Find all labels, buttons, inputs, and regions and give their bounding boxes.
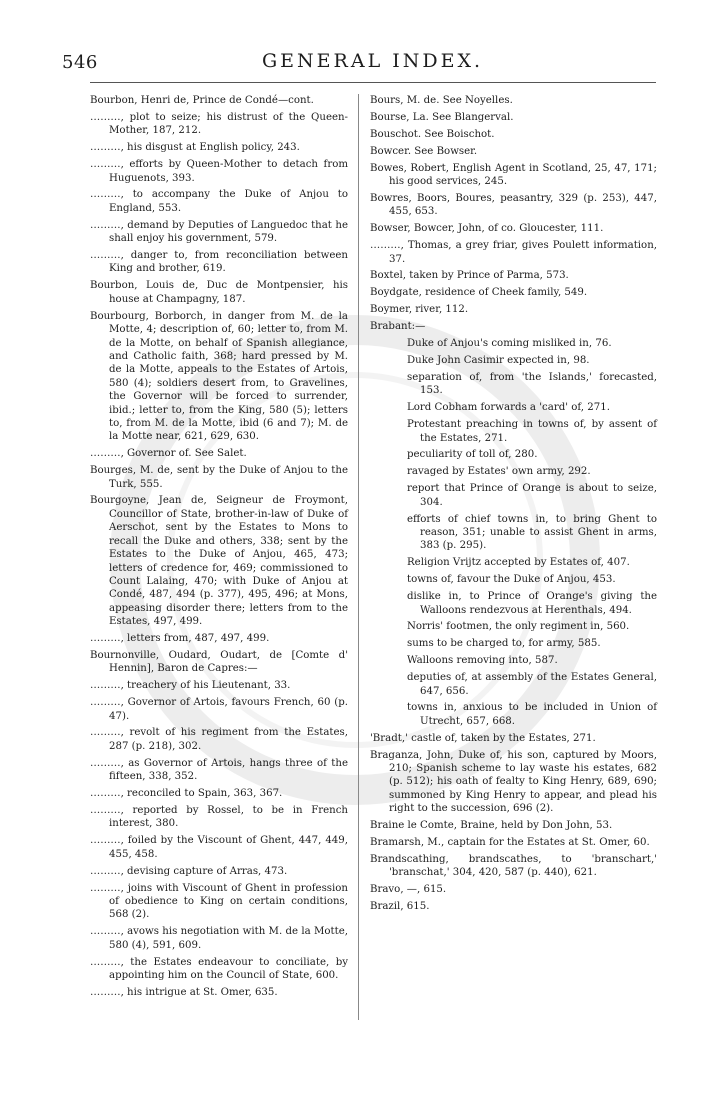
right-column bbox=[370, 94, 657, 917]
index-subentry: Walloons removing into, 587. bbox=[407, 655, 558, 667]
index-entry: ………, reported by Rossel, to be in French interest, 380. bbox=[90, 805, 348, 830]
index-subentry: separation of, from 'the Islands,' forecasted, 153. bbox=[407, 371, 657, 397]
index-entry: ………, Governor of. See Salet. bbox=[90, 448, 247, 460]
index-entry: ………, devising capture of Arras, 473. bbox=[90, 865, 288, 877]
index-entry: Brazil, 615. bbox=[370, 901, 430, 913]
index-entry: Bourbon, Louis de, Duc de Montpensier, his house at Champagny, 187. bbox=[90, 280, 348, 305]
index-entry: ………, the Estates endeavour to conciliate, by appointing him on the Council of State, 600. bbox=[90, 956, 348, 981]
index-subentry: ravaged by Estates' own army, 292. bbox=[407, 466, 591, 478]
index-subentry: Religion Vrijtz accepted by Estates of, 407. bbox=[407, 557, 630, 569]
index-entry: Bowser, Bowcer, John, of co. Gloucester, 111. bbox=[370, 223, 604, 235]
index-entry: Boymer, river, 112. bbox=[370, 304, 469, 316]
index-entry: ………, demand by Deputies of Languedoc that he shall enjoy his government, 579. bbox=[90, 219, 348, 245]
index-subentry: Duke John Casimir expected in, 98. bbox=[407, 355, 590, 366]
index-entry: ………, Thomas, a grey friar, gives Poulett information, 37. bbox=[370, 240, 657, 265]
index-entry: Bourbon, Henri de, Prince de Condé—cont. bbox=[90, 95, 314, 106]
index-subentry: report that Prince of Orange is about to seize, 304. bbox=[407, 483, 657, 508]
header-rule bbox=[90, 82, 656, 83]
index-entry: ………, efforts by Queen-Mother to detach from Huguenots, 393. bbox=[90, 159, 348, 184]
index-entry: ………, revolt of his regiment from the Estates, 287 (p. 218), 302. bbox=[90, 727, 348, 752]
index-entry: ………, danger to, from reconciliation between King and brother, 619. bbox=[90, 250, 348, 275]
column-divider bbox=[358, 94, 359, 1020]
index-subentry: Protestant preaching in towns of, by assent of the Estates, 271. bbox=[407, 419, 657, 444]
running-title: GENERAL INDEX. bbox=[262, 50, 484, 72]
index-entry: ………, letters from, 487, 497, 499. bbox=[90, 633, 270, 645]
index-subentry: Lord Cobham forwards a 'card' of, 271. bbox=[407, 402, 610, 414]
index-subentry: Duke of Anjou's coming misliked in, 76. bbox=[407, 338, 612, 350]
index-entry: ………, to accompany the Duke of Anjou to England, 553. bbox=[90, 189, 348, 214]
index-entry: 'Bradt,' castle of, taken by the Estates, 271. bbox=[370, 732, 596, 744]
index-entry: Bowes, Robert, English Agent in Scotland, 25, 47, 171; his good services, 245. bbox=[370, 162, 657, 188]
index-entry: Bowcer. See Bowser. bbox=[370, 145, 478, 157]
index-subentry: sums to be charged to, for army, 585. bbox=[407, 638, 601, 650]
index-entry: Bouschot. See Boischot. bbox=[370, 128, 495, 140]
index-subentry: towns in, anxious to be included in Union of Utrecht, 657, 668. bbox=[407, 702, 657, 727]
index-entry: ………, his disgust at English policy, 243. bbox=[90, 142, 300, 154]
index-entry: ………, plot to seize; his distrust of the Queen-Mother, 187, 212. bbox=[90, 111, 348, 137]
index-subentry: dislike in, to Prince of Orange's giving the Walloons rendezvous at Herenthals, 494. bbox=[407, 591, 657, 616]
index-entry: Bourbourg, Borborch, in danger from M. de la Motte, 4; description of, 60; letter to, from M. de la Motte, on behalf of Spanish allegiance, and Catholic faith, 368; hard pressed by M. de la Motte, appeals to the Estates of Artois, 580 (4); soldiers desert from, to Gravelines, the Governor will be forced to surrender, ibid.; letter to, from the King, 580 (5); letters to, from M. de la Motte, ibid (6 and 7); M. de la Motte near, 621, 629, 630. bbox=[90, 310, 348, 443]
index-entry: ………, foiled by the Viscount of Ghent, 447, 449, 455, 458. bbox=[90, 835, 348, 860]
index-entry: Bravo, —, 615. bbox=[370, 884, 447, 896]
index-subentry: Norris' footmen, the only regiment in, 560. bbox=[407, 621, 630, 633]
index-entry: Brandscathing, brandscathes, to 'branschart,' 'branschat,' 304, 420, 587 (p. 440), 621. bbox=[370, 854, 657, 879]
index-subentry: deputies of, at assembly of the Estates General, 647, 656. bbox=[407, 672, 657, 697]
index-subentry: efforts of chief towns in, to bring Ghent to reason, 351; unable to assist Ghent in arms, 383 (p. 295). bbox=[407, 513, 657, 552]
index-entry: Bourgoyne, Jean de, Seigneur de Froymont, Councillor of State, brother-in-law of Duke of Aerschot, sent by the Estates to Mons to recall the Duke and others, 338; sent by the Estates to the Duke of Anjou, 465, 473; letters of credence for, 469; commissioned to Count Lalaing, 470; with Duke of Anjou at Condé, 487, 494 (p. 377), 495, 496; at Mons, appeasing disorder there; letters from to the Estates, 497, 499. bbox=[90, 495, 348, 628]
index-entry: Boydgate, residence of Cheek family, 549. bbox=[370, 287, 588, 299]
index-entry: Boxtel, taken by Prince of Parma, 573. bbox=[370, 270, 569, 282]
index-entry: ………, Governor of Artois, favours French, 60 (p. 47). bbox=[90, 697, 348, 722]
index-entry: Bourges, M. de, sent by the Duke of Anjou to the Turk, 555. bbox=[90, 465, 348, 490]
index-entry: Braganza, John, Duke of, his son, captured by Moors, 210; Spanish scheme to lay waste his estates, 682 (p. 512); his oath of fealty to King Henry, 689, 690; summoned by King Henry to appear, and plead his right to the succession, 696 (2). bbox=[370, 749, 657, 815]
left-column bbox=[90, 94, 348, 1003]
index-entry: ………, avows his negotiation with M. de la Motte, 580 (4), 591, 609. bbox=[90, 926, 348, 951]
index-entry: Brabant:— bbox=[370, 321, 426, 333]
index-entry: ………, his intrigue at St. Omer, 635. bbox=[90, 986, 278, 998]
index-entry: Bournonville, Oudard, Oudart, de [Comte d' Hennin], Baron de Capres:— bbox=[90, 649, 348, 675]
index-entry: ………, as Governor of Artois, hangs three of the fifteen, 338, 352. bbox=[90, 757, 348, 783]
index-entry: ………, reconciled to Spain, 363, 367. bbox=[90, 788, 283, 800]
index-entry: ………, treachery of his Lieutenant, 33. bbox=[90, 680, 291, 692]
index-entry: Bours, M. de. See Noyelles. bbox=[370, 95, 513, 106]
index-entry: ………, joins with Viscount of Ghent in profession of obedience to King on certain conditions, 568 (2). bbox=[90, 882, 348, 921]
index-entry: Bourse, La. See Blangerval. bbox=[370, 111, 514, 123]
index-subentry: peculiarity of toll of, 280. bbox=[407, 449, 538, 461]
index-entry: Bramarsh, M., captain for the Estates at St. Omer, 60. bbox=[370, 837, 650, 849]
index-subentry: towns of, favour the Duke of Anjou, 453. bbox=[407, 574, 616, 586]
index-entry: Braine le Comte, Braine, held by Don John, 53. bbox=[370, 820, 613, 832]
index-entry: Bowres, Boors, Boures, peasantry, 329 (p. 253), 447, 455, 653. bbox=[370, 192, 657, 218]
page-number: 546 bbox=[62, 52, 98, 73]
